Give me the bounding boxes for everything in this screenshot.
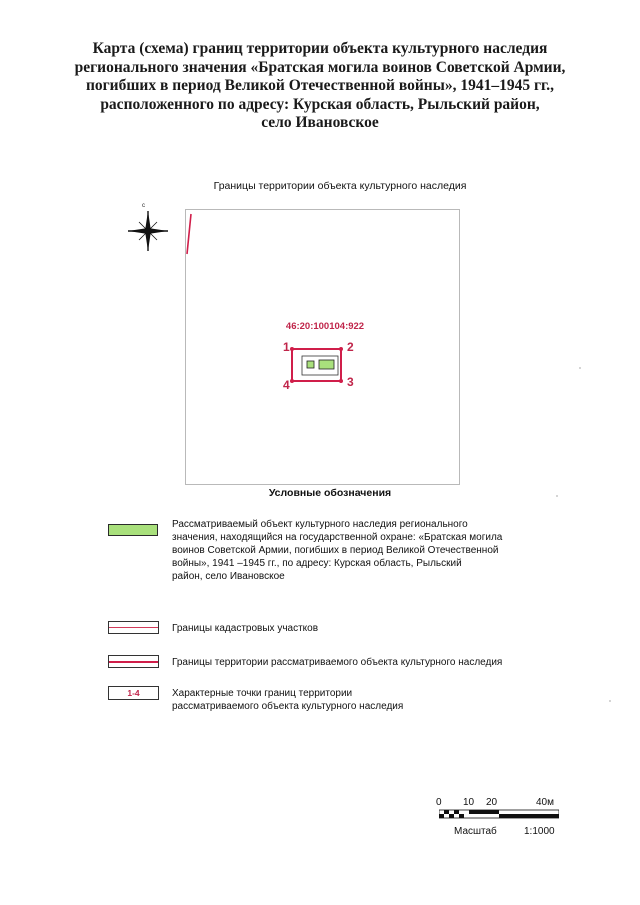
- title-line: село Ивановское: [261, 114, 379, 131]
- title-line: Карта (схема) границ территории объекта культурного наследия: [92, 40, 548, 57]
- scale-ratio: 1:1000: [524, 826, 555, 837]
- legend-text-territory: [172, 656, 502, 669]
- legend-line: войны», 1941 –1945 гг., по адресу: Курская область, Рыльский: [172, 558, 462, 569]
- cadastral-boundary-line: [187, 214, 191, 254]
- legend-text-points: [172, 687, 403, 713]
- scan-speck: [579, 367, 581, 369]
- point-label-1: 1: [283, 340, 290, 354]
- title-line: регионального значения «Братская могила воинов Советской Армии,: [74, 58, 566, 76]
- title-line: расположенного по адресу: Курская область, Рыльский район,: [100, 95, 540, 113]
- scale-bar: [439, 808, 559, 822]
- legend-line: рассматриваемого объекта культурного наследия: [172, 701, 404, 712]
- scan-speck: [556, 495, 558, 497]
- legend-text-object: [172, 518, 502, 583]
- legend-line: Рассматриваемый объект культурного наследия регионального: [172, 519, 468, 530]
- scale-tick-40: 40м: [536, 797, 554, 808]
- map-caption: Границы территории объекта культурного наследия: [213, 180, 467, 192]
- corner-point: [290, 347, 294, 351]
- legend-line: Характерные точки границ территории: [172, 688, 353, 699]
- compass-icon: [124, 207, 172, 255]
- cadastral-number: 46:20:100104:922: [285, 321, 365, 332]
- point-label-4: 4: [283, 378, 290, 392]
- corner-point: [339, 379, 343, 383]
- north-label: с: [142, 203, 145, 209]
- legend-symbol-points: 1-4: [108, 686, 159, 700]
- legend-line: Границы кадастровых участков: [172, 623, 319, 634]
- legend-symbol-cadastral: [108, 621, 159, 634]
- corner-point: [290, 379, 294, 383]
- legend-line: значения, находящийся на государственной охране: «Братская могила: [172, 532, 503, 543]
- legend-line: район, село Ивановское: [172, 571, 285, 582]
- object-fill: [319, 360, 334, 369]
- legend-title: Условные обозначения: [268, 487, 392, 499]
- scale-tick-20: 20: [486, 797, 498, 808]
- object-marker: [307, 361, 314, 368]
- legend-line: Границы территории рассматриваемого объекта культурного наследия: [172, 657, 503, 668]
- legend-text-cadastral: [172, 622, 318, 635]
- scan-speck: [609, 700, 611, 702]
- point-label-2: 2: [347, 340, 354, 354]
- scale-label: Масштаб: [454, 826, 497, 837]
- point-label-3: 3: [347, 375, 354, 389]
- scale-tick-0: 0: [436, 797, 442, 808]
- corner-point: [339, 347, 343, 351]
- legend-symbol-object: [108, 524, 158, 536]
- legend-symbol-territory: [108, 655, 159, 668]
- legend-line: воинов Советской Армии, погибших в период Великой Отечественной: [172, 545, 499, 556]
- scale-tick-10: 10: [463, 797, 475, 808]
- title-line: погибших в период Великой Отечественной войны», 1941–1945 гг.,: [85, 77, 555, 94]
